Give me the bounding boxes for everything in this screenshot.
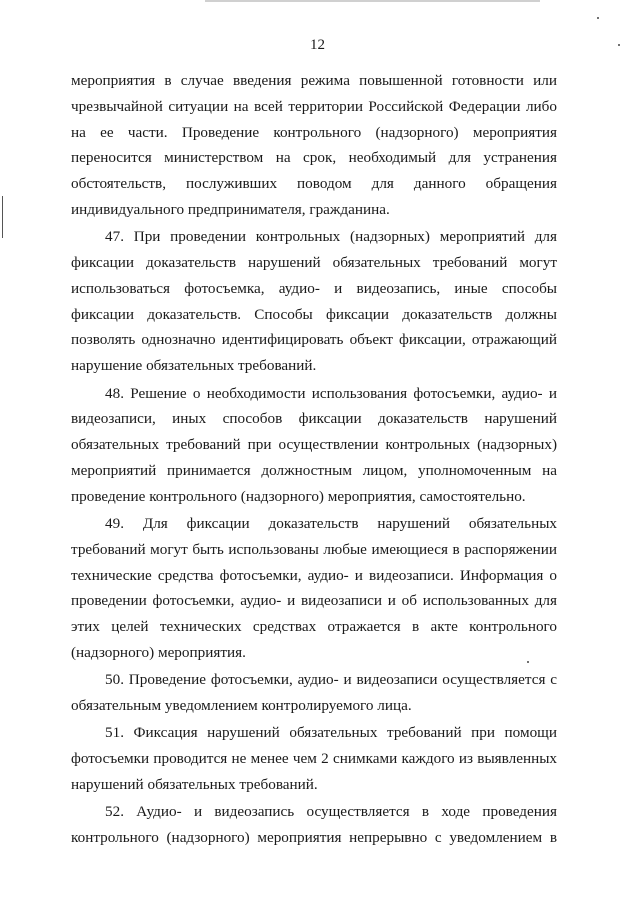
scan-top-edge <box>205 0 540 2</box>
paragraph-50: 50. Проведение фотосъемки, аудио- и видеозаписи осуществляется с обязательным уведомлением контролируемого лица. <box>71 671 557 715</box>
paragraph-52: 52. Аудио- и видеозапись осуществляется в ходе проведения контрольного (надзорного) мероприятия непрерывно с уведомлением в <box>71 803 557 847</box>
paragraph-continuation: мероприятия в случае введения режима повышенной готовности или чрезвычайной ситуации на всей территории Российской Федерации либо на ее части. Проведение контрольного (надзорного) мероприятия переносится министерством на срок, необходимый для устранения обстоятельств, послуживших поводом для данного обращения индивидуального предпринимателя, гражданина. <box>71 72 557 218</box>
scan-margin-mark <box>2 196 3 238</box>
scan-speck <box>597 17 599 19</box>
paragraph-48: 48. Решение о необходимости использования фотосъемки, аудио- и видеозаписи, иных способов фиксации доказательств нарушений обязательных требований при осуществлении контрольных (надзорных) мероприятий принимается должностным лицом, уполномоченным на проведение контрольного (надзорного) мероприятия, самостоятельно. <box>71 384 557 505</box>
paragraph-49: 49. Для фиксации доказательств нарушений обязательных требований могут быть использованы любые имеющиеся в распоряжении технические средства фотосъемки, аудио- и видеозаписи. Информация о проведении фотосъемки, аудио- и видеозаписи и об использованных для этих целей технических средствах отражается в акте контрольного (надзорного) мероприятия. <box>71 515 557 662</box>
paragraph-51: 51. Фиксация нарушений обязательных требований при помощи фотосъемки проводится не менее чем 2 снимками каждого из выявленных нарушений обязательных требований. <box>71 724 557 794</box>
paragraph-47: 47. При проведении контрольных (надзорных) мероприятий для фиксации доказательств нарушений обязательных требований могут использоваться фотосъемка, аудио- и видеозапись, иные способы фиксации доказательств. Способы фиксации доказательств должны позволять однозначно идентифицировать объект фиксации, отражающий нарушение обязательных требований. <box>71 228 557 375</box>
page-number: 12 <box>310 37 325 53</box>
document-body <box>71 68 557 852</box>
